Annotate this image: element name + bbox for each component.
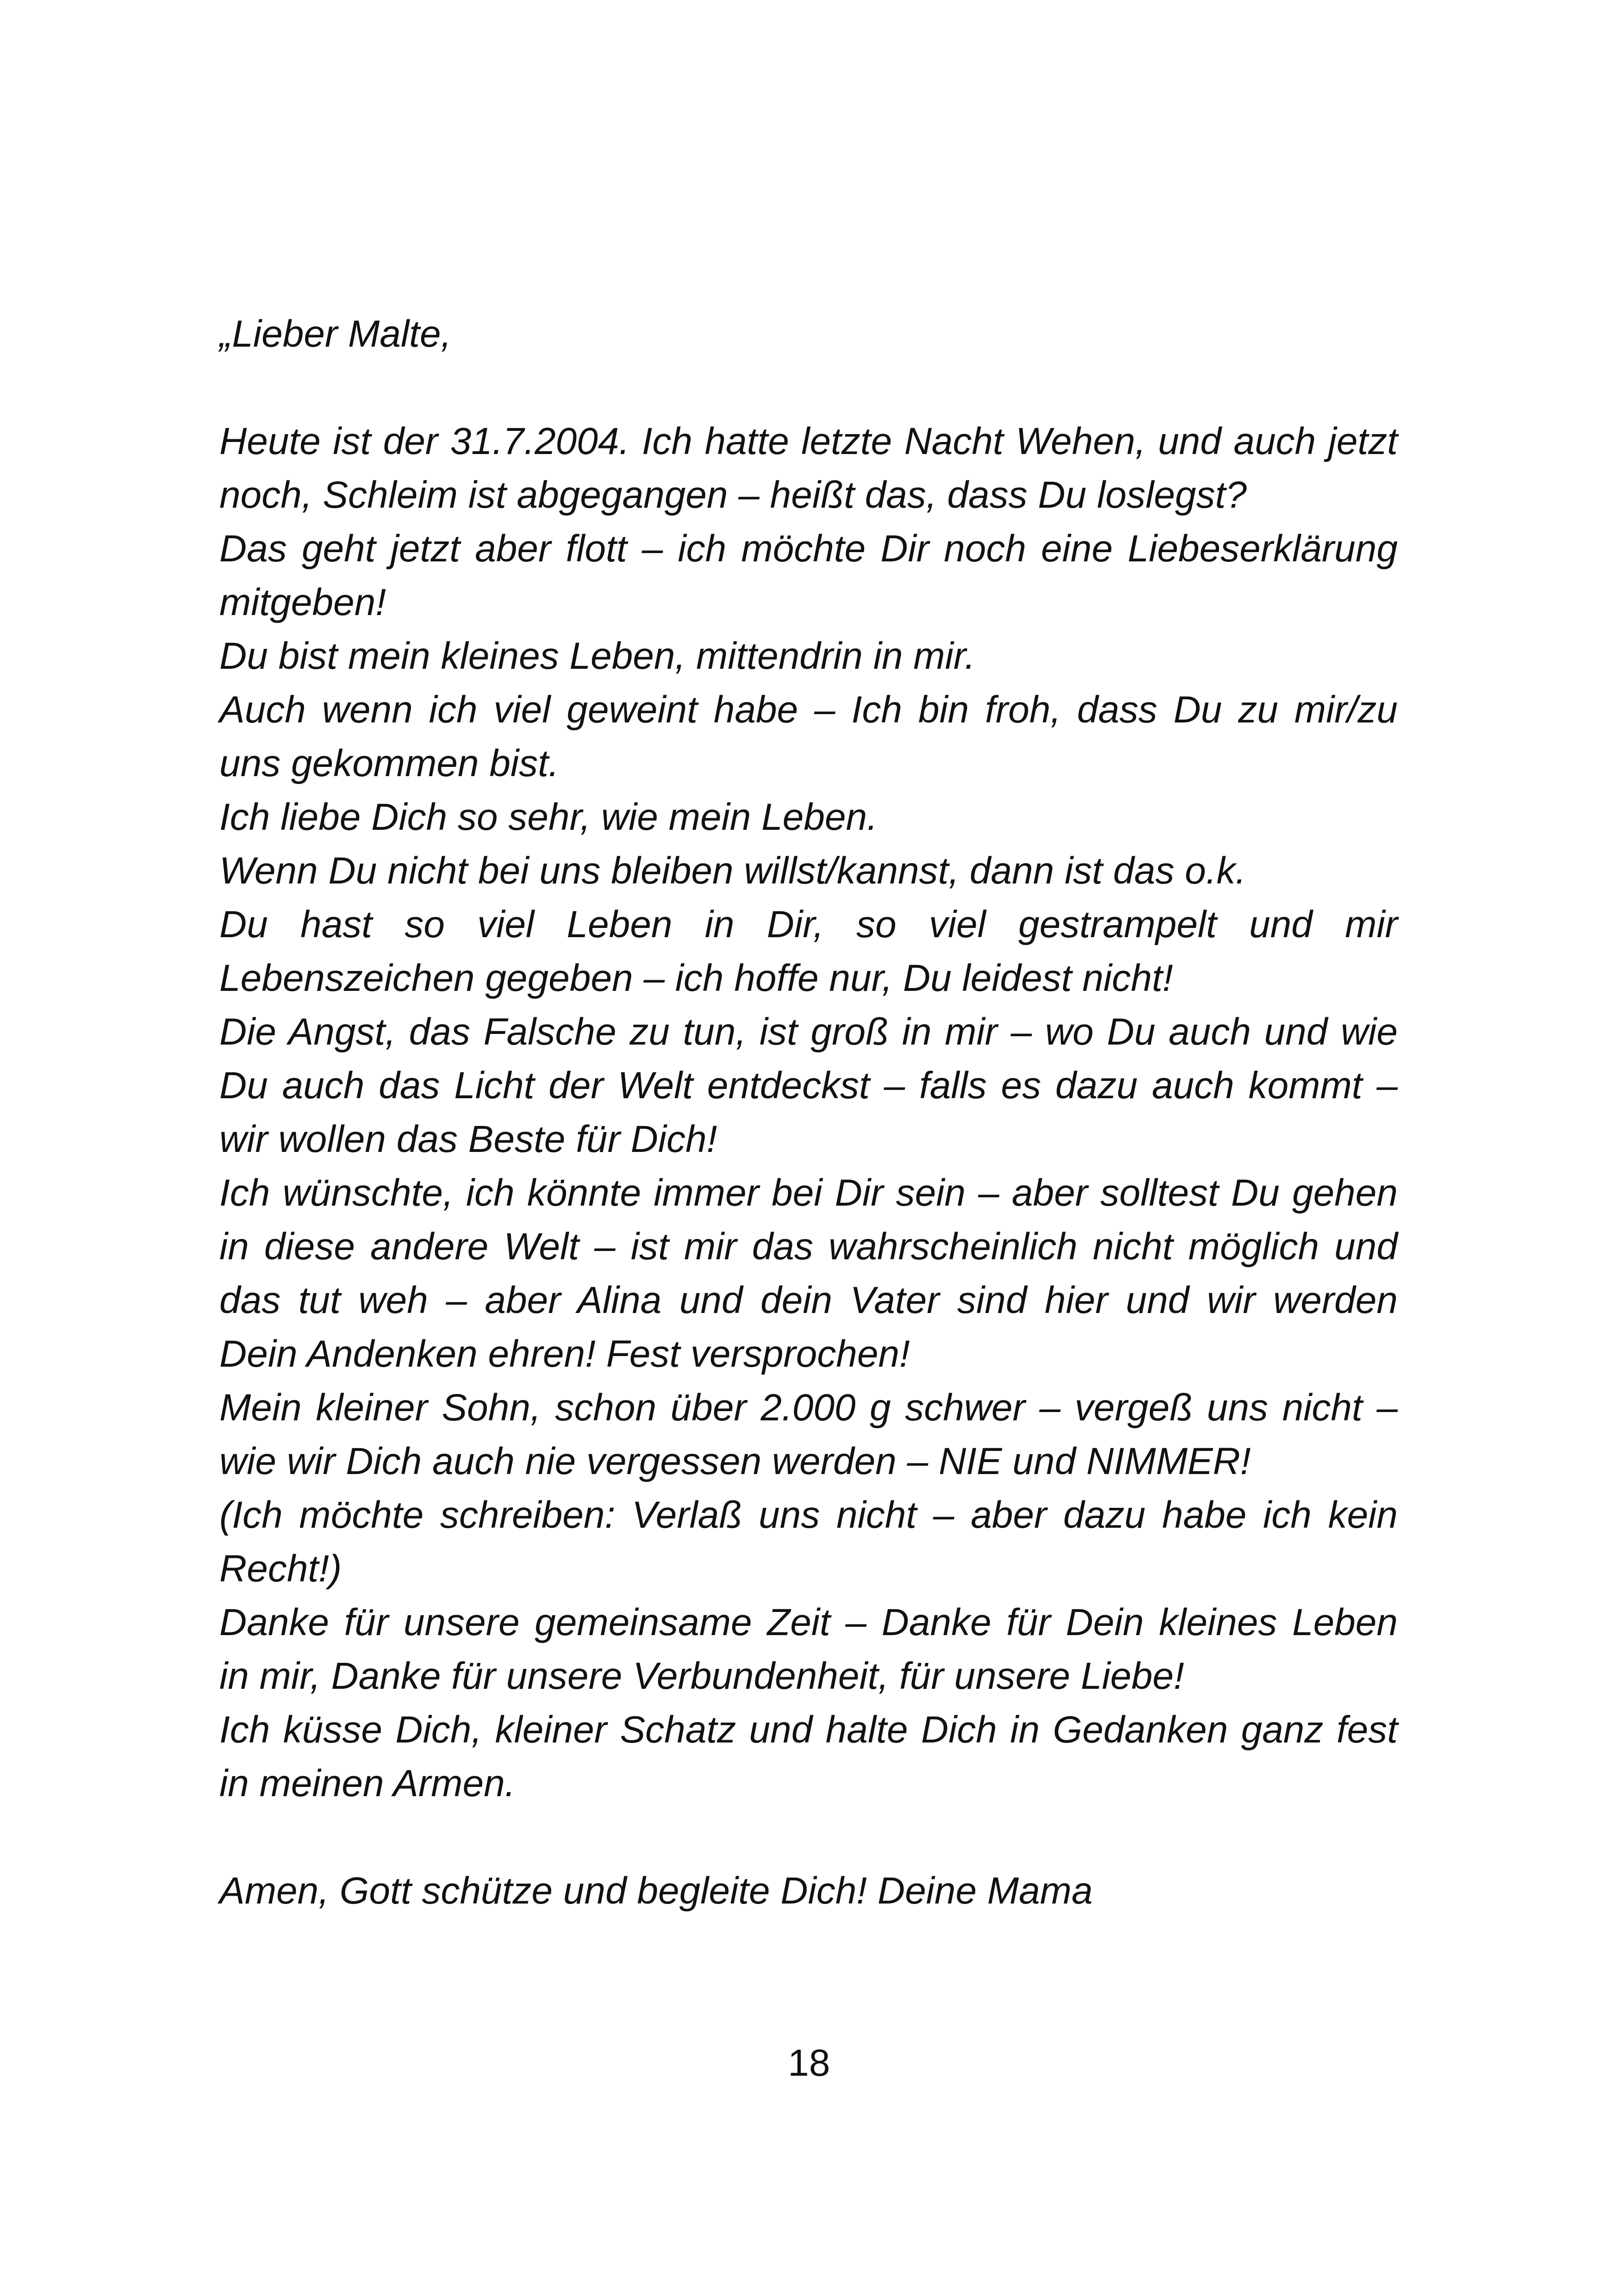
letter-line: uns gekommen bist. (219, 742, 559, 784)
letter-line: in mir, Danke für unsere Verbundenheit, für unsere Liebe! (219, 1655, 1184, 1697)
letter-line: Dein Andenken ehren! Fest versprochen! (219, 1333, 910, 1375)
blank-line (219, 361, 1398, 415)
letter-line: Du bist mein kleines Leben, mittendrin in mir. (219, 635, 976, 677)
letter-line: wir wollen das Beste für Dich! (219, 1118, 717, 1160)
letter-line: Danke für unsere gemeinsame Zeit – Danke für Dein kleines Leben (219, 1601, 1398, 1643)
letter-line: Du auch das Licht der Welt entdeckst – falls es dazu auch kommt – (219, 1064, 1398, 1107)
letter-line: Mein kleiner Sohn, schon über 2.000 g schwer – vergeß uns nicht – (219, 1387, 1398, 1429)
letter-line: Ich liebe Dich so sehr, wie mein Leben. (219, 796, 878, 838)
letter-line: wie wir Dich auch nie vergessen werden – NIE und NIMMER! (219, 1440, 1251, 1482)
letter-line: Ich küsse Dich, kleiner Schatz und halte Dich in Gedanken ganz fest (219, 1709, 1398, 1751)
letter-line: Auch wenn ich viel geweint habe – Ich bin froh, dass Du zu mir/zu (219, 689, 1398, 731)
letter-line: Wenn Du nicht bei uns bleiben willst/kannst, dann ist das o.k. (219, 850, 1246, 892)
blank-line (219, 1811, 1398, 1864)
page-number: 18 (788, 2042, 830, 2084)
letter-line: das tut weh – aber Alina und dein Vater sind hier und wir werden (219, 1279, 1398, 1321)
letter-salutation: „Lieber Malte, (219, 313, 452, 355)
letter-line: noch, Schleim ist abgegangen – heißt das, dass Du loslegst? (219, 474, 1247, 516)
letter-line: Das geht jetzt aber flott – ich möchte Dir noch eine Liebeserklärung (219, 528, 1398, 570)
letter-line: Lebenszeichen gegeben – ich hoffe nur, Du leidest nicht! (219, 957, 1173, 999)
letter-body (219, 307, 1398, 1918)
letter-line: Du hast so viel Leben in Dir, so viel gestrampelt und mir (219, 903, 1398, 946)
letter-line: in diese andere Welt – ist mir das wahrscheinlich nicht möglich und (219, 1226, 1398, 1268)
letter-line: Ich wünschte, ich könnte immer bei Dir sein – aber solltest Du gehen (219, 1172, 1398, 1214)
letter-closing: Amen, Gott schütze und begleite Dich! Deine Mama (219, 1870, 1093, 1912)
letter-line: Heute ist der 31.7.2004. Ich hatte letzte Nacht Wehen, und auch jetzt (219, 420, 1398, 462)
letter-line: Die Angst, das Falsche zu tun, ist groß in mir – wo Du auch und wie (219, 1011, 1398, 1053)
letter-line: (Ich möchte schreiben: Verlaß uns nicht – aber dazu habe ich kein (219, 1494, 1398, 1536)
letter-line: Recht!) (219, 1548, 342, 1590)
letter-line: mitgeben! (219, 581, 386, 623)
letter-line: in meinen Armen. (219, 1762, 516, 1804)
